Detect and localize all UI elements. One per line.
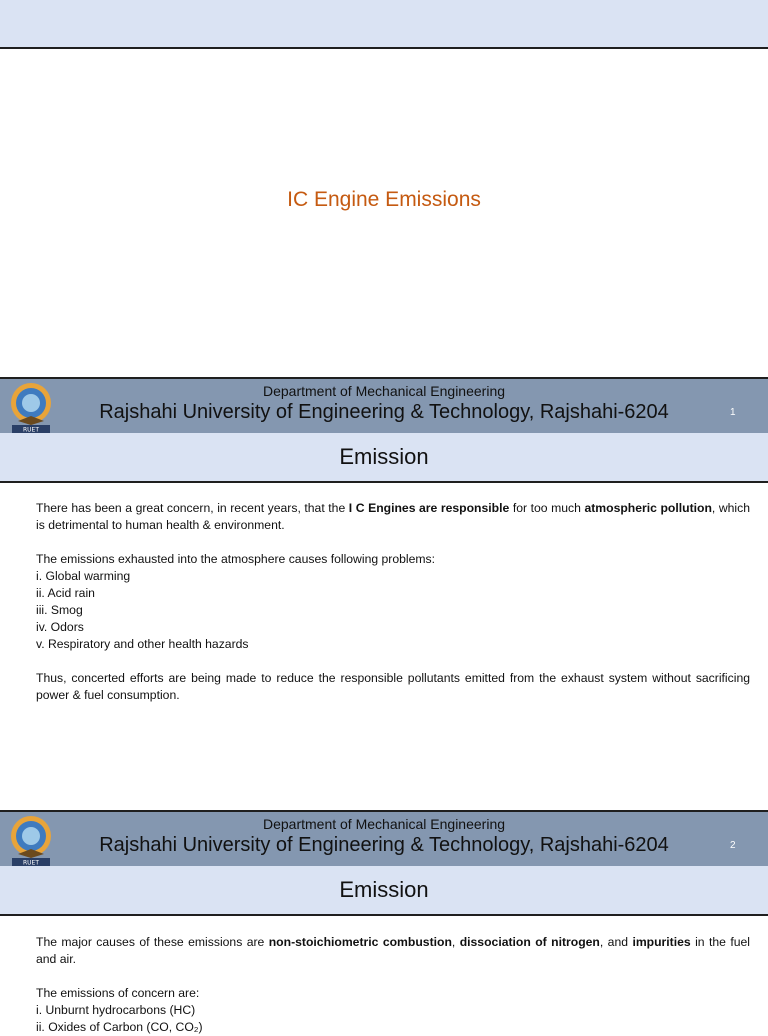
page-number: 2 <box>730 840 736 851</box>
department-label: Department of Mechanical Engineering <box>262 816 506 832</box>
list-item: i. Unburnt hydrocarbons (HC) <box>36 1003 196 1017</box>
list-item: i. Global warming <box>36 569 131 583</box>
slide1-footer <box>0 377 768 433</box>
list-item: v. Respiratory and other health hazards <box>36 637 249 651</box>
university-label: Rajshahi University of Engineering & Technology, Rajshahi-6204 <box>99 401 669 423</box>
list-item: iv. Odors <box>36 620 84 634</box>
slide1-header-band <box>0 0 768 49</box>
slide2-heading: Emission <box>339 444 429 469</box>
slide3-paragraph-2: The emissions of concern are: <box>36 986 200 1000</box>
list-item: ii. Oxides of Carbon (CO, CO₂) <box>36 1020 203 1034</box>
svg-text:RUET: RUET <box>22 859 40 867</box>
slide2-footer <box>0 810 768 866</box>
list-item: iii. Smog <box>36 603 83 617</box>
slide3-heading: Emission <box>339 877 429 902</box>
slide2-body <box>36 500 750 704</box>
list-item: ii. Acid rain <box>36 586 95 600</box>
page-number: 1 <box>730 407 736 418</box>
slide2-header-band <box>0 433 768 483</box>
slide2-paragraph-2: The emissions exhausted into the atmosphere causes following problems: <box>36 552 436 566</box>
svg-text:RUET: RUET <box>22 426 40 434</box>
slide1-title: IC Engine Emissions <box>287 188 481 211</box>
slide3-paragraph-1: The major causes of these emissions are non-stoichiometric combustion, dissociation of nitrogen, and impurities in the fuel and air. <box>36 935 750 966</box>
slide2-paragraph-3: Thus, concerted efforts are being made to reduce the responsible pollutants emitted from the exhaust system without sacrificing power & fuel consumption. <box>36 671 750 702</box>
university-label: Rajshahi University of Engineering & Technology, Rajshahi-6204 <box>99 834 669 856</box>
department-label: Department of Mechanical Engineering <box>262 383 506 399</box>
slide3-body <box>36 934 750 1036</box>
slide3-header-band <box>0 866 768 916</box>
slide2-paragraph-1: There has been a great concern, in recent years, that the I C Engines are responsible for too much atmospheric pollution, which is detrimental to human health & environment. <box>36 501 751 532</box>
